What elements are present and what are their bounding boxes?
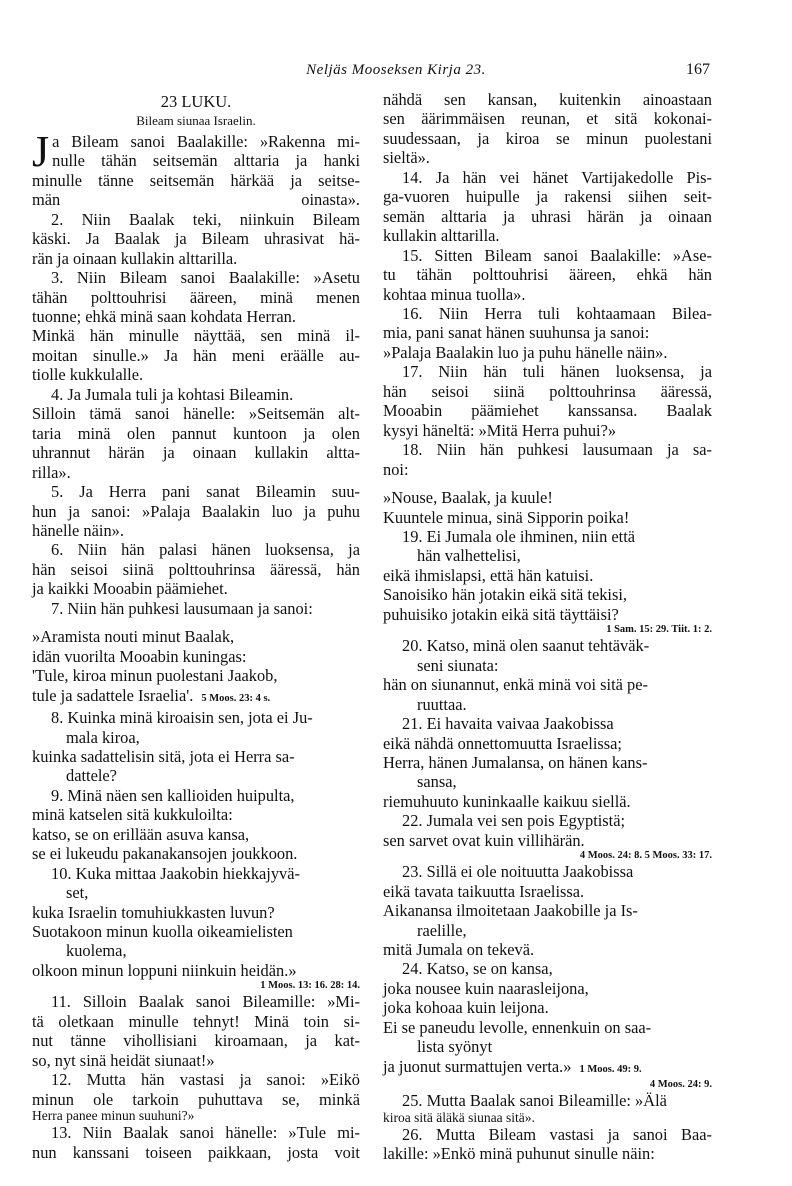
cross-reference: 4 Moos. 24: 9. <box>649 1079 712 1091</box>
text-line: nulle tähän seitsemän alttaria ja hanki <box>52 151 360 171</box>
oracle-2-last-line: ja juonut surmattujen verta.» 1 Moos. 49: 9. <box>383 1056 642 1076</box>
verse-line: dattele? <box>66 766 117 786</box>
text-line: 7. Niin hän puhkesi lausumaan ja sanoi: <box>51 598 313 618</box>
oracle-1-body <box>32 708 360 980</box>
chapter-title: 23 LUKU. <box>160 92 232 111</box>
text-line: Minkä hän minulle näyttää, sen minä il- <box>32 326 360 346</box>
text-line: hänelle näin». <box>32 520 124 540</box>
verse-line: joka kohoaa kuin leijona. <box>383 998 549 1018</box>
text-line: nun kanssani toiseen paikkaan, josta voit <box>32 1142 360 1162</box>
verse-line: Suotakoon minun kuolla oikeamielisten <box>32 922 293 942</box>
text-line: kullakin alttarilla. <box>383 226 500 246</box>
verse-line: Herra, hänen Jumalansa, on hänen kans- <box>383 752 648 772</box>
verse-line: sansa, <box>417 772 457 792</box>
text-line: lakille: »Enkö minä puhunut sinulle näin: <box>383 1144 655 1164</box>
text-line: semän alttaria ja uhrasi härän ja oinaan <box>383 206 712 226</box>
verse-line: eikä tavata taikuutta Israelissa. <box>383 881 585 901</box>
verse-line: mala kiroa, <box>66 727 140 747</box>
verse-line: minä katselen sitä kukkuloilta: <box>32 805 233 825</box>
left-column <box>32 90 360 1162</box>
text-line: rän ja oinaan kullakin alttarilla. <box>32 248 238 268</box>
verses-11-12 <box>32 992 360 1109</box>
text-line: 2. Niin Baalak teki, niinkuin Bileam <box>51 209 360 229</box>
verse-25: 25. Mutta Baalak sanoi Bileamille: »Älä <box>402 1091 667 1111</box>
verse-12-note: Herra panee minun suuhuni?» <box>32 1108 195 1124</box>
text-line: moitan sinulle.» Ja hän meni eräälle au- <box>32 345 360 365</box>
text-line: 6. Niin hän palasi hänen luoksensa, ja <box>51 540 360 560</box>
text-line: taria minä olen pannut kuntoon ja olen <box>32 423 360 443</box>
text-line: suudessaan, ja kiroa se minun puolestani <box>383 128 712 148</box>
text-line: hun ja sanoi: »Palaja Baalakin luo ja puhu <box>32 501 360 521</box>
text-line: käski. Ja Baalak ja Bileam uhrasivat hä- <box>32 229 360 249</box>
verse-line: Sanoisiko hän jotakin eikä sitä tekisi, <box>383 585 628 605</box>
text-line: tähän polttouhrisi ääreen, minä menen <box>32 287 360 307</box>
verse-line: kuolema, <box>66 941 127 961</box>
verse-line: hän valhettelisi, <box>417 546 521 566</box>
text-line: 16. Niin Herra tuli kohtaamaan Bilea- <box>402 303 712 323</box>
oracle-2-part-3 <box>383 862 712 1057</box>
cross-reference: 1 Moos. 49: 9. <box>579 1063 642 1075</box>
text-line: Silloin tämä sanoi hänelle: »Seitsemän alt- <box>32 404 360 424</box>
text-line: 4. Ja Jumala tuli ja kohtasi Bileamin. <box>51 384 294 404</box>
text-line: 13. Niin Baalak sanoi hänelle: »Tule mi- <box>51 1123 360 1143</box>
verse-26 <box>383 1125 712 1164</box>
text-line: 5. Ja Herra pani sanat Bileamin suu- <box>51 482 360 502</box>
verse-line: joka nousee kuin naarasleijona, <box>383 978 589 998</box>
text-line: 11. Silloin Baalak sanoi Bileamille: »Mi- <box>51 992 360 1012</box>
verse-line: se ei lukeudu pakanakansojen joukkoon. <box>32 844 298 864</box>
verse-line: 21. Ei havaita vaivaa Jaakobissa <box>402 714 614 734</box>
verse-line: Ei se paneudu levolle, ennenkuin on saa- <box>383 1017 652 1037</box>
verse-line: 20. Katso, minä olen saanut tehtäväk- <box>402 636 650 656</box>
verse-line: 19. Ei Jumala ole ihminen, niin että <box>402 526 636 546</box>
text-line: sen äärimmäisen reunan, et sitä kokonai- <box>383 109 712 129</box>
text-line: sieltä». <box>383 148 430 168</box>
verse-line: Aikanansa ilmoitetaan Jaakobille ja Is- <box>383 901 638 921</box>
verse-line: 10. Kuka mittaa Jaakobin hiekkajyvä- <box>51 863 300 883</box>
oracle-2-part-2 <box>383 636 712 850</box>
text-line: tu tähän polttouhrisi ääreen, ehkä hän <box>383 265 712 285</box>
text-line: mia, pani sanat hänen suuhunsa ja sanoi: <box>383 323 650 343</box>
cross-reference: 1 Moos. 13: 16. 28: 14. <box>260 980 360 992</box>
cross-reference: 1 Sam. 15: 29. Tiit. 1: 2. <box>606 624 712 636</box>
verse-line: mitä Jumala on tekevä. <box>383 940 535 960</box>
verses-13-18 <box>383 90 712 479</box>
drop-cap: J <box>32 126 50 176</box>
verse-line: Kuuntele minua, sinä Sipporin poika! <box>383 507 630 527</box>
verse-line: eikä nähdä onnettomuutta Israelissa; <box>383 733 622 753</box>
oracle-1-opening <box>32 627 360 685</box>
verse-line: set, <box>66 883 89 903</box>
verse-line: »Nouse, Baalak, ja kuule! <box>383 488 553 508</box>
verses-2-7 <box>32 210 360 619</box>
verse-line: 22. Jumala vei sen pois Egyptistä; <box>402 811 626 831</box>
text-line: so, nyt sinä heidät siunaat!» <box>32 1050 215 1070</box>
verse-line: riemuhuuto kuninkaalle kaikuu siellä. <box>383 791 631 811</box>
verse-line: lista syönyt <box>417 1037 493 1057</box>
text-line: tä oletkaan minulle tehnyt! Minä toin si- <box>32 1011 360 1031</box>
verse-line: puhuisiko jotakin eikä sitä täyttäisi? <box>383 604 619 624</box>
text-line: nut tänne vihollisiani kiroamaan, ja kat- <box>32 1031 360 1051</box>
text-line: nähdä sen kansan, kuitenkin ainoastaan <box>383 90 712 109</box>
verse-line: 9. Minä näen sen kallioiden huipulta, <box>51 785 295 805</box>
verse-line: olkoon minun loppuni niinkuin heidän.» <box>32 960 297 980</box>
verse-line: katso, se on erillään asuva kansa, <box>32 824 250 844</box>
cross-reference: 4 Moos. 24: 8. 5 Moos. 33: 17. <box>579 850 712 862</box>
text-line: 26. Mutta Bileam vastasi ja sanoi Baa- <box>402 1124 712 1144</box>
verse-line: sen sarvet ovat kuin villihärän. <box>383 830 585 850</box>
verse-line: 'Tule, kiroa minun puolestani Jaakob, <box>32 666 278 686</box>
verse-line: »Aramista nouti minut Baalak, <box>32 627 235 647</box>
text-line: 3. Niin Bileam sanoi Baalakille: »Asetu <box>51 268 360 288</box>
verse-line: 24. Katso, se on kansa, <box>402 959 553 979</box>
verse-line: raelille, <box>417 920 467 940</box>
verse-line: ruuttaa. <box>417 694 467 714</box>
verse-line: seni siunata: <box>417 655 499 675</box>
text-line: uhrannut härän ja oinaan kullakin altta- <box>32 443 360 463</box>
page-number: 167 <box>686 61 710 78</box>
verse-1 <box>32 126 360 210</box>
text-line: minun ole tarkoin puhuttava se, minkä <box>32 1089 360 1109</box>
text-line: 14. Ja hän vei hänet Vartijakedolle Pis- <box>402 167 712 187</box>
running-header: Neljäs Mooseksen Kirja 23. <box>306 62 486 78</box>
verse-line: hän on siunannut, enkä minä voi sitä pe- <box>383 675 648 695</box>
right-column <box>383 90 712 1164</box>
verse-13 <box>32 1123 360 1162</box>
text-line: 17. Niin hän tuli hänen luoksensa, ja <box>402 362 712 382</box>
text-line: 12. Mutta hän vastasi ja sanoi: »Eikö <box>51 1070 360 1090</box>
text-line: män oinasta». <box>32 190 360 210</box>
text-line: kohtaa minua tuolla». <box>383 284 526 304</box>
text-line: ja kaikki Mooabin päämiehet. <box>32 579 228 599</box>
text-line: noi: <box>383 459 409 479</box>
verse-line: kuka Israelin tomuhiukkasten luvun? <box>32 902 275 922</box>
text-line: Mooabin päämiehet kanssansa. Baalak <box>383 401 712 421</box>
verse-25-note: kiroa sitä äläkä siunaa sitä». <box>383 1109 535 1125</box>
text-line: a Bileam sanoi Baalakille: »Rakenna mi- <box>52 131 360 151</box>
text-line: 18. Niin hän puhkesi lausumaan ja sa- <box>402 440 712 460</box>
text-line: 15. Sitten Bileam sanoi Baalakille: »Ase- <box>402 245 712 265</box>
verse-line: 8. Kuinka minä kiroaisin sen, jota ei Ju- <box>51 708 313 728</box>
text-line: hän seisoi siinä polttouhrinsa ääressä, hän <box>32 559 360 579</box>
text-line: tuonne; ehkä minä saan kohdata Herran. <box>32 306 296 326</box>
verse-line: kuinka sadattelisin sitä, jota ei Herra sa- <box>32 746 295 766</box>
cross-reference: 5 Moos. 23: 4 s. <box>201 692 271 704</box>
chapter-subtitle: Bileam siunaa Israelin. <box>136 113 256 129</box>
text-line: kysyi häneltä: »Mitä Herra puhui?» <box>383 420 617 440</box>
oracle-2-part-1 <box>383 488 712 624</box>
text-line: »Palaja Baalakin luo ja puhu hänelle näin». <box>383 342 668 362</box>
verse-line: 23. Sillä ei ole noituutta Jaakobissa <box>402 862 634 882</box>
text-line: rilla». <box>32 462 71 482</box>
text-line: ga-vuoren huipulle ja rakensi siihen seit- <box>383 187 712 207</box>
oracle-1-last-line: tule ja sadattele Israelia'. 5 Moos. 23: 4 s. <box>32 685 271 705</box>
verse-line: idän vuorilta Mooabin kuningas: <box>32 646 247 666</box>
verse-line: eikä ihmislapsi, että hän katuisi. <box>383 565 594 585</box>
text-line: tiolle kukkulalle. <box>32 365 144 385</box>
text-line: minulle tänne seitsemän härkää ja seitse- <box>32 170 360 190</box>
text-line: hän seisoi siinä polttouhrinsa ääressä, <box>383 381 712 401</box>
